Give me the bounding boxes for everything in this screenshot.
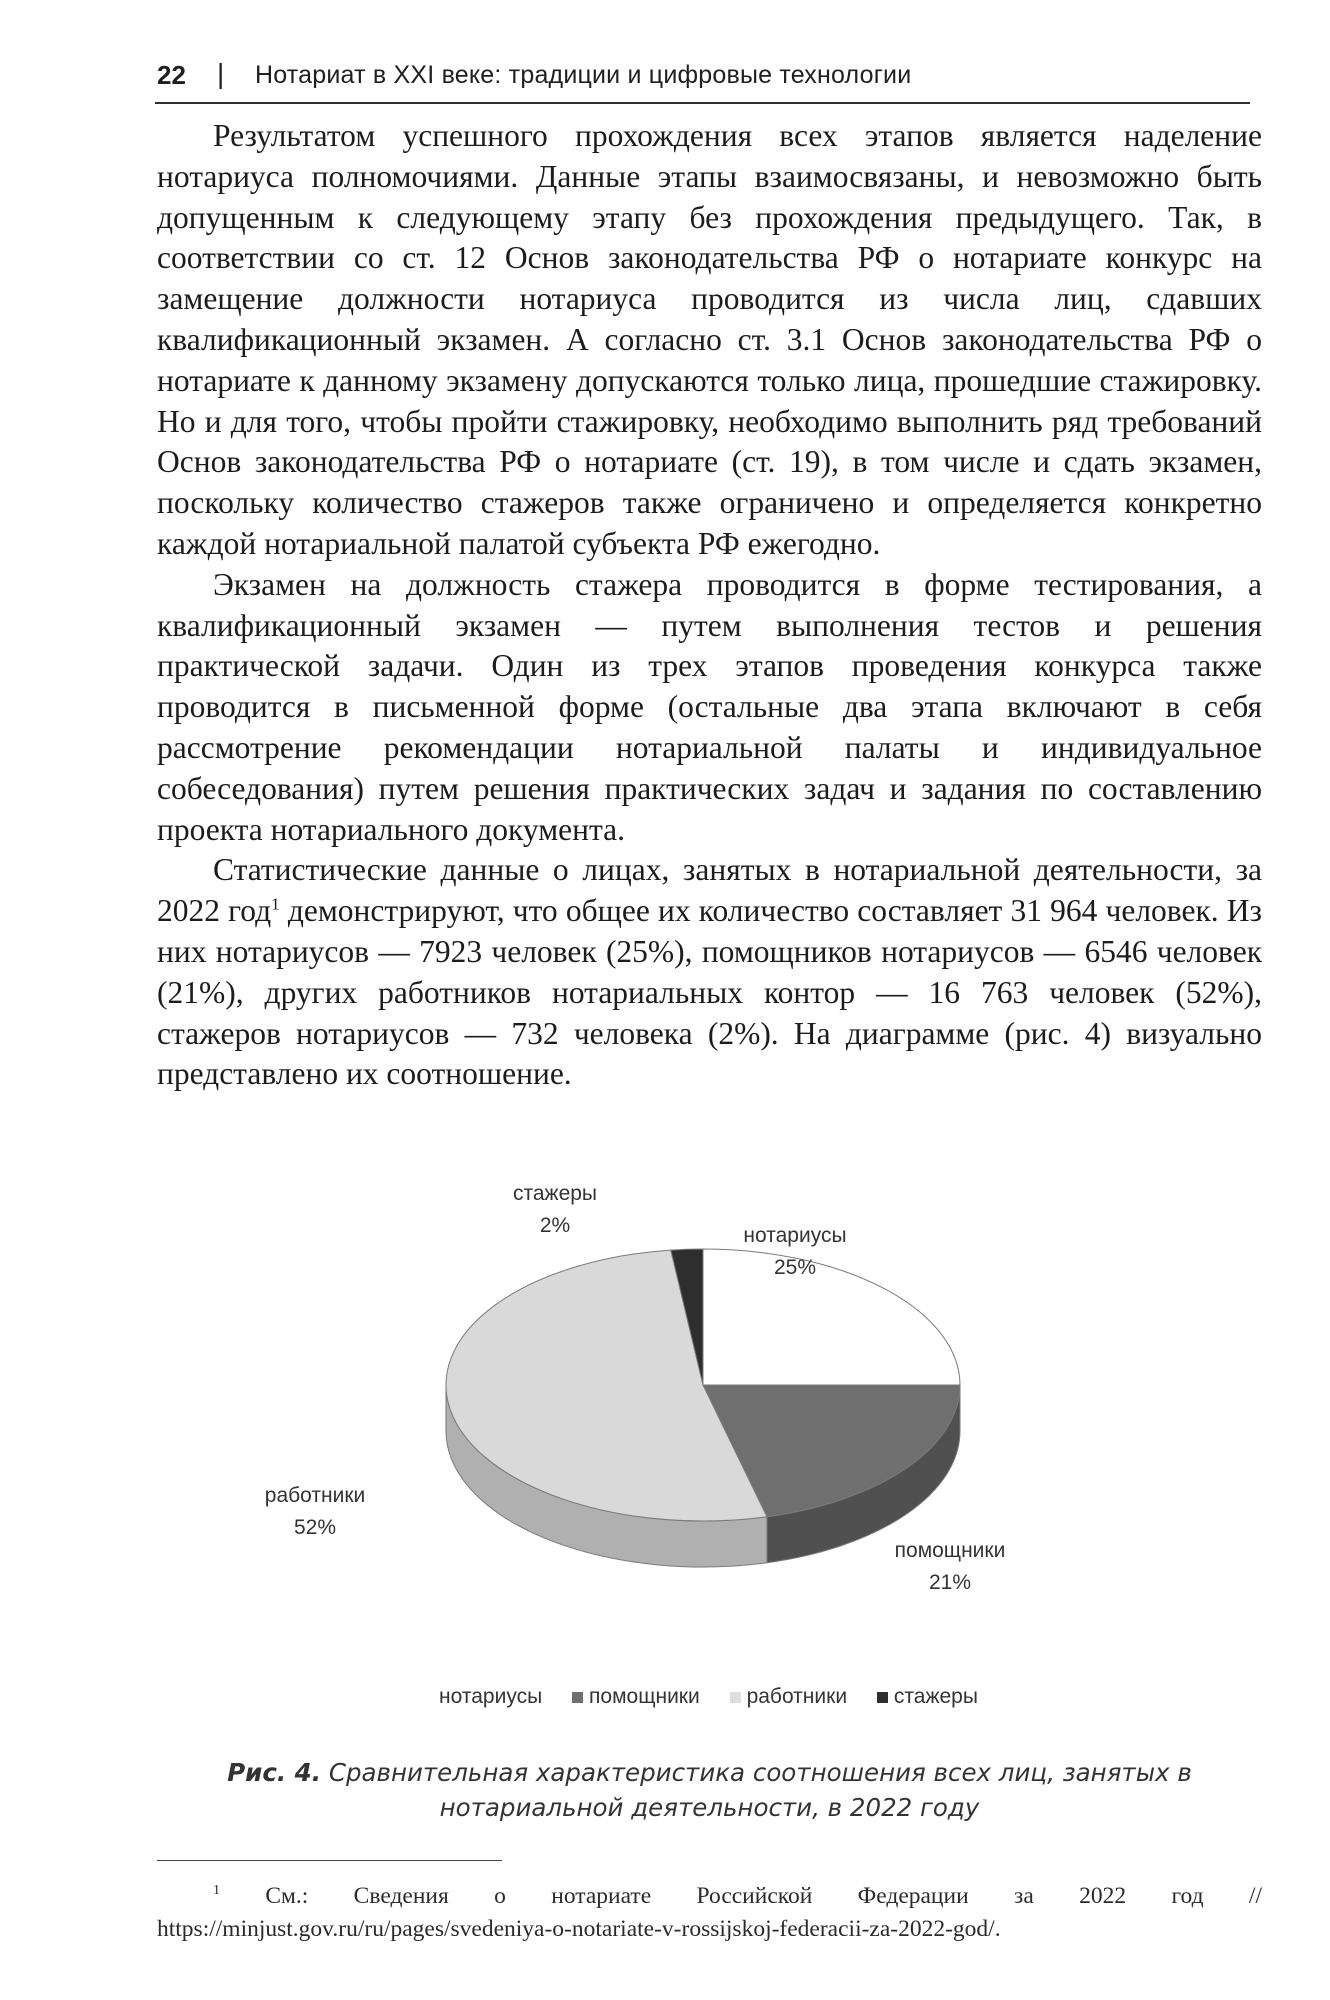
running-header <box>155 54 1250 104</box>
footnote-ref: 1 <box>271 894 280 914</box>
legend-item-rabotniki <box>730 1685 847 1709</box>
legend-swatch <box>422 1692 433 1703</box>
legend-swatch <box>730 1692 741 1703</box>
header-separator: | <box>217 58 225 89</box>
legend-swatch <box>877 1692 888 1703</box>
legend-label: нотариусы <box>439 1685 543 1708</box>
chart-legend <box>150 1685 1250 1709</box>
legend-item-notariusy <box>422 1685 542 1709</box>
label-notariusy <box>725 1220 865 1284</box>
paragraph-1: Результатом успешного прохождения всех этапов является наделение нотариуса полномочиями. Данные этапы взаимосвязаны, и невозможно быть допущенным к следующему этапу без прохождения предыдущего. Так, в соответствии со ст. 12 Основ законодательства РФ о нотариате конкурс на замещение должности нотариуса проводится из числа лиц, сдавших квалификационный экзамен. А согласно ст. 3.1 Основ законодательства РФ о нотариате к данному экзамену допускаются только лица, прошедшие стажировку. Но и для того, чтобы пройти стажировку, необходимо выполнить ряд требований Основ законодательства РФ о нотариате (ст. 19), в том числе и сдать экзамен, поскольку количество стажеров также ограничено и определяется конкретно каждой нотариальной палатой субъекта РФ ежегодно. <box>157 118 1262 561</box>
footnote <box>157 1880 1262 1946</box>
footnote-text: См.: Сведения о нотариате Российской Федерации за 2022 год // https://minjust.gov.ru/ru/pages/svedeniya-o-notariate-v-rossijskoj-federacii-za-2022-god/. <box>157 1883 1262 1942</box>
figure-caption <box>157 1755 1262 1825</box>
label-stazhery-value: 2% <box>539 1214 571 1237</box>
pie-chart-svg <box>150 1180 1250 1680</box>
label-rabotniki-name: работники <box>264 1484 366 1507</box>
pie-chart <box>150 1180 1250 1760</box>
legend-label: работники <box>746 1685 848 1708</box>
label-pomoshchniki-name: помощники <box>894 1539 1006 1562</box>
paragraph-2: Экзамен на должность стажера проводится в форме тестирования, а квалификационный экзамен — путем выполнения тестов и решения практической задачи. Один из трех этапов проведения конкурса также проводится в письменной форме (остальные два этапа включают в себя рассмотрение рекомендации нотариальной палаты и индивидуальное собеседования) путем решения практических задач и задания по составлению проекта нотариального документа. <box>157 566 1262 847</box>
label-stazhery <box>505 1178 605 1242</box>
figure-label: Рис. 4. <box>227 1758 322 1787</box>
label-pomoshchniki-value: 21% <box>928 1571 972 1594</box>
label-notariusy-value: 25% <box>773 1256 817 1279</box>
legend-label: помощники <box>589 1685 700 1708</box>
paragraph-3-end: демонстрируют, что общее их количество составляет 31 964 человек. Из них нотариусов — 7923 человек (25%), помощников нотариусов — 6546 человек (21%), других работников нотариальных контор — 16 763 человек (52%), стажеров нотариусов — 732 человека (2%). На диаграмме (рис. 4) визуально представлено их соотношение. <box>157 893 1263 1092</box>
paragraph-3 <box>157 850 1262 1095</box>
legend-item-stazhery <box>877 1685 978 1709</box>
figure-caption-text: Сравнительная характеристика соотношения всех лиц, занятых в нотариальной деятельности, в 2022 году <box>321 1758 1192 1822</box>
label-rabotniki-value: 52% <box>293 1516 337 1539</box>
label-stazhery-name: стажеры <box>512 1182 598 1205</box>
label-rabotniki <box>245 1480 385 1544</box>
label-pomoshchniki <box>870 1535 1030 1599</box>
body-text <box>157 116 1262 1095</box>
footnote-marker: 1 <box>213 1883 220 1899</box>
legend-label: стажеры <box>893 1685 978 1708</box>
running-title: Нотариат в XXI веке: традиции и цифровые технологии <box>255 61 912 89</box>
page-number: 22 <box>157 60 186 90</box>
legend-swatch <box>572 1692 583 1703</box>
legend-item-pomoshchniki <box>572 1685 700 1709</box>
label-notariusy-name: нотариусы <box>743 1224 847 1247</box>
footnote-rule <box>157 1860 502 1861</box>
paragraph-3-start: Статистические данные о лицах, занятых в нотариальной деятельности, за 2022 год <box>157 852 1262 929</box>
